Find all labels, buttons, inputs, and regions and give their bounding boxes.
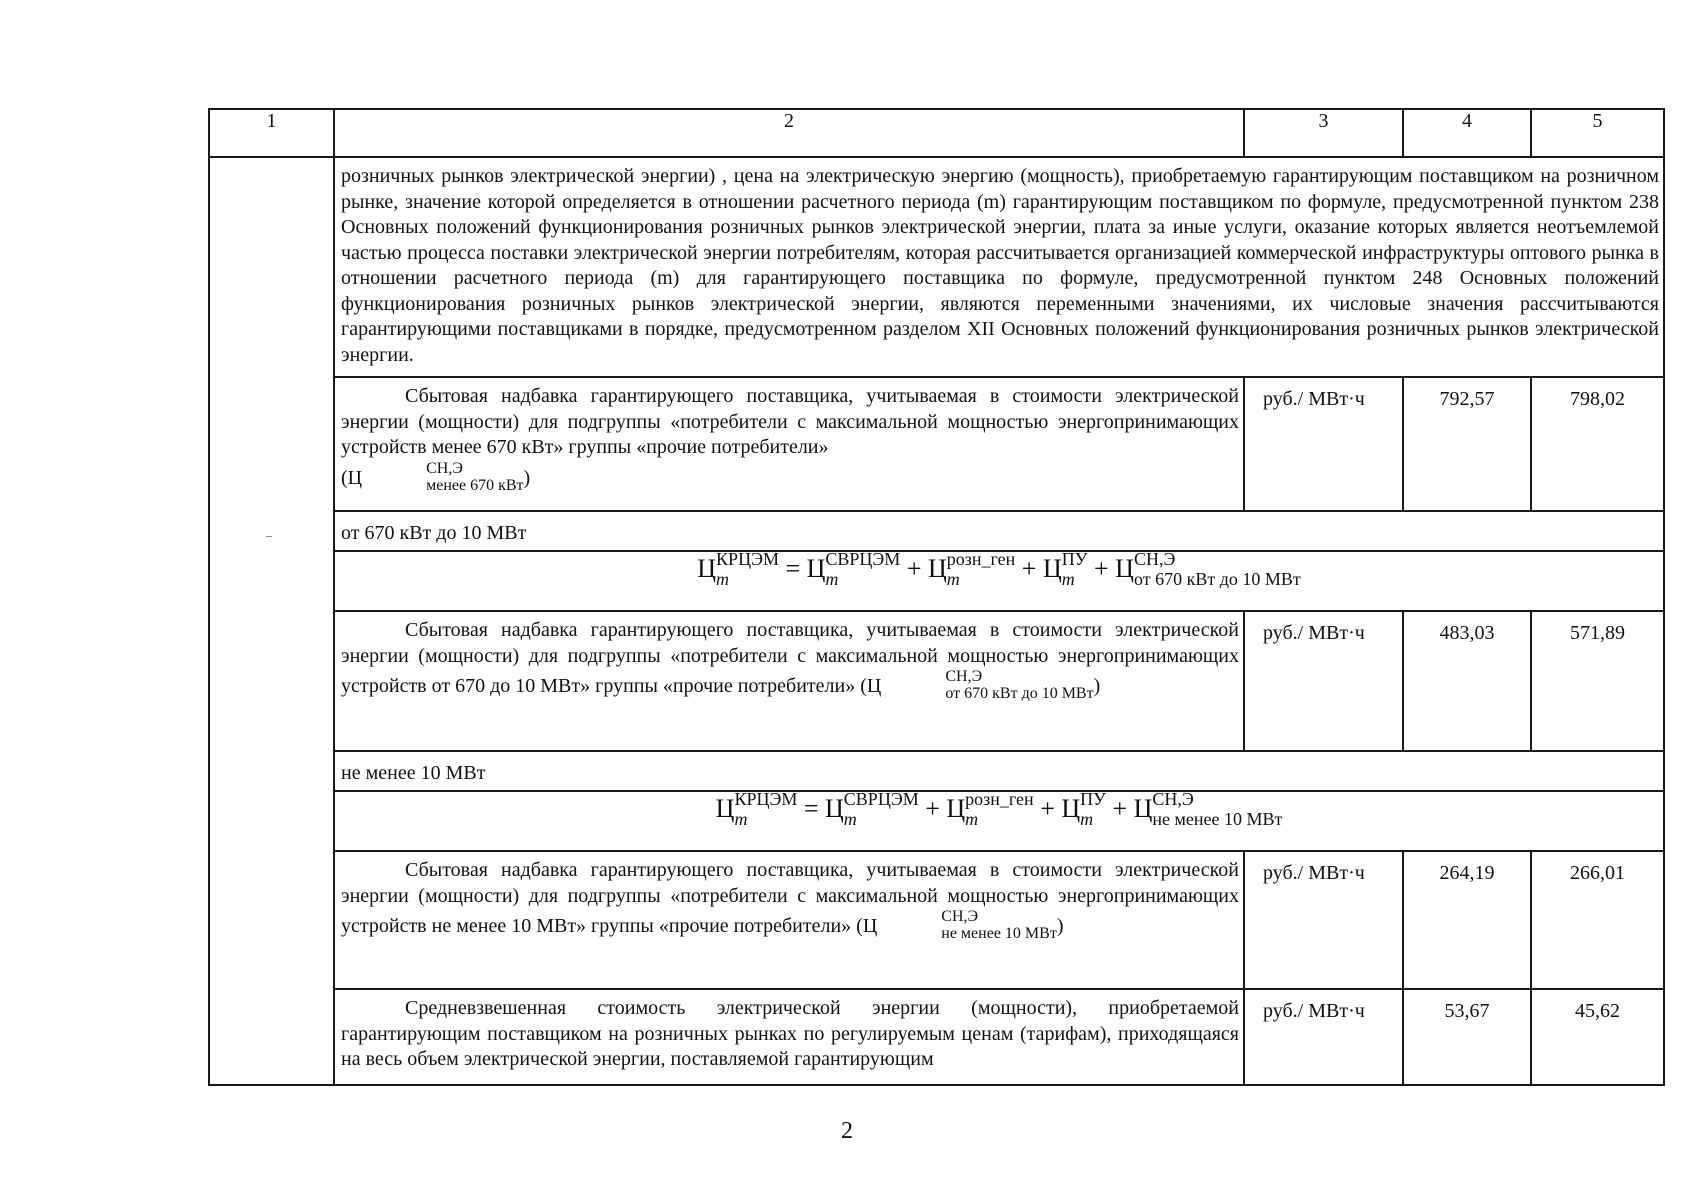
unit-cell: руб./ МВт·ч [1244, 989, 1403, 1085]
value-col4: 53,67 [1403, 989, 1531, 1085]
symbol-open: (Ц [341, 466, 363, 489]
symbol-sup: СН,Э [941, 908, 979, 925]
table-row [209, 377, 1664, 511]
intro-row [209, 157, 1664, 377]
unit-cell: руб./ МВт·ч [1244, 611, 1403, 751]
value-col5: 266,01 [1531, 851, 1664, 989]
symbol-close: ) [1056, 915, 1064, 937]
formula-row [209, 551, 1664, 611]
symbol-sup: СН,Э [426, 459, 463, 477]
page-number: 2 [841, 1118, 853, 1144]
intro-cell [334, 157, 1664, 377]
symbol-open: (Ц [856, 915, 878, 937]
table-row [209, 989, 1664, 1085]
symbol-open: (Ц [860, 675, 882, 697]
symbol-sub: не менее 10 МВт [941, 925, 1057, 942]
table-row [209, 851, 1664, 989]
avg-cost-description [334, 989, 1244, 1085]
value-col5: 571,89 [1531, 611, 1664, 751]
header-col-3: 3 [1244, 109, 1403, 157]
table-row [209, 611, 1664, 751]
row-number-cell [209, 157, 334, 1085]
formula-670-10: Ц КРЦЭМ m = Ц СВРЦЭМ m + Ц розн_ген m + Ц ПУ m + Ц СН,Э от 670 кВт до 10 МВт [334, 551, 1664, 611]
subgroup-label: от 670 кВт до 10 МВт [341, 522, 527, 544]
subgroup-row [209, 511, 1664, 551]
header-col-1: 1 [209, 109, 334, 157]
symbol-close: ) [523, 466, 531, 489]
subgroup-row [209, 751, 1664, 791]
markup-text: Сбытовая надбавка гарантирующего поставщика, учитываемая в стоимости электрической энергии (мощности) для подгруппы «потребители с максимальной мощностью энергопринимающих устройств менее 670 кВт» группы «прочие потребители» [341, 385, 1239, 458]
avg-cost-text: Средневзвешенная стоимость электрической энергии (мощности), приобретаемой гарантирующим поставщиком на розничных рынках по регулируемым ценам (тарифам), приходящаяся на весь объем электрической энергии, поставляемой гарантирующим [341, 997, 1239, 1070]
unit-cell: руб./ МВт·ч [1244, 377, 1403, 511]
symbol-sub: менее 670 кВт [426, 476, 524, 494]
table-header-row [209, 109, 1664, 157]
value-col4: 264,19 [1403, 851, 1531, 989]
intro-text: розничных рынков электрической энергии) , цена на электрическую энергию (мощность), приобретаемую гарантирующим поставщиком на розничном рынке, значение которой определяется в отношении расчетного периода (m) гарантирующим поставщиком по формуле, предусмотренной пунктом 238 Основных положений функционирования розничных рынков электрической энергии, плата за иные услуги, оказание которых является неотъемлемой частью процесса поставки электрической энергии потребителям, которая рассчитывается организацией коммерческой инфраструктуры оптового рынка в отношении расчетного периода (m) для гарантирующего поставщика по формуле, предусмотренной пунктом 248 Основных положений функционирования розничных рынков электрической энергии, являются переменными значениями, их числовые значения рассчитываются гарантирующими поставщиками в порядке, предусмотренном разделом XII Основных положений функционирования розничных рынков электрической энергии. [341, 165, 1659, 366]
unit-cell: руб./ МВт·ч [1244, 851, 1403, 989]
markup-670-10-description [334, 611, 1244, 751]
markup-lt670-description [334, 377, 1244, 511]
markup-ge10-description [334, 851, 1244, 989]
value-col5: 798,02 [1531, 377, 1664, 511]
markup-text: Сбытовая надбавка гарантирующего поставщика, учитываемая в стоимости электрической энергии (мощности) для подгруппы «потребители с максимальной мощностью энергопринимающих устройств от 670 до 10 МВт» группы «прочие потребители» [341, 619, 1239, 697]
header-col-4: 4 [1403, 109, 1531, 157]
subgroup-label-cell [334, 751, 1664, 791]
symbol-sup: СН,Э [945, 668, 983, 685]
symbol-sub: от 670 кВт до 10 МВт [945, 685, 1094, 702]
value-col4: 792,57 [1403, 377, 1531, 511]
header-col-2: 2 [334, 109, 1244, 157]
formula-ge10: Ц КРЦЭМ m = Ц СВРЦЭМ m + Ц розн_ген m + Ц ПУ m + Ц СН,Э не менее 10 МВт [334, 791, 1664, 851]
tariff-table [208, 108, 1665, 1086]
markup-text: Сбытовая надбавка гарантирующего поставщика, учитываемая в стоимости электрической энергии (мощности) для подгруппы «потребители с максимальной мощностью энергопринимающих устройств не менее 10 МВт» группы «прочие потребители» [341, 859, 1239, 937]
value-col5: 45,62 [1531, 989, 1664, 1085]
formula-row [209, 791, 1664, 851]
header-col-5: 5 [1531, 109, 1664, 157]
symbol-close: ) [1093, 675, 1101, 697]
value-col4: 483,03 [1403, 611, 1531, 751]
subgroup-label-cell [334, 511, 1664, 551]
subgroup-label: не менее 10 МВт [341, 762, 486, 784]
